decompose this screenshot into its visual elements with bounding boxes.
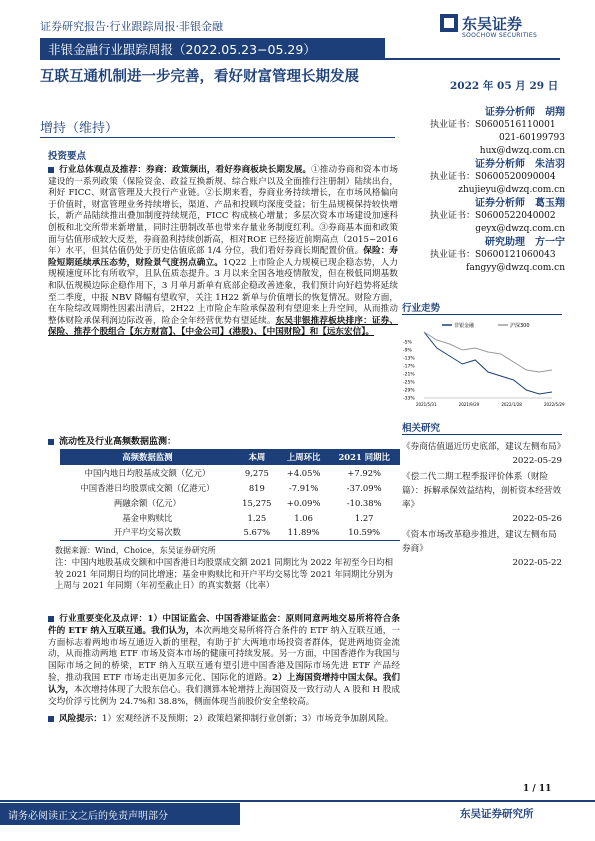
- analyst-cert: 执业证书：S0600522040002: [430, 211, 556, 221]
- footer-institute: 东吴证券研究所: [460, 808, 534, 820]
- table-header: 上周环比: [279, 449, 328, 465]
- x-tick-label: 2021/9/29: [458, 402, 480, 407]
- industry-changes: 行业重要变化及点评：1）中国证监会、中国香港证监会：原则同意两地交易所将符合条件的 ETF 纳入互联互通。我们认为，本次两地交易所将符合条件的 ETF 纳入互联互通，一方面标志着两地市场互通迈入新的里程，有助于扩大两地市场投资者群体，促进两地资金流动，从而推动两地 ETF 市场及资本市场的健康可持续发展。另一方面，中国香港作为我国与国际市场之间的桥梁，ETF 纳入互联互通有望引进中国香港及国际市场先进 ETF 产品经验，推动我国 ETF 市场走出更加多元化、国际化的道路。2）上海国资增持中国太保。我们认为，本次增持体现了大股东信心。我们测算本轮增持上海国资及一致行动人 A 股和 H 股成交均价浮亏比例为 24.7%和 38.8%，侧面体现当前股价安全垫较高。: [48, 614, 401, 707]
- analyst-email: geyx@dwzq.com.cn: [475, 224, 565, 234]
- x-tick-label: 2021/5/31: [416, 402, 437, 407]
- risk-warning: 风险提示：1）宏观经济不及预期；2）政策趋紧抑制行业创新；3）市场竞争加剧风险。: [48, 714, 400, 726]
- point-text: ①推动券商和资本市场建设的一系列政策（保险资金、政益互换新规、综合账户以及全面推行注册制）陆续出台，利好 FICC、财富管理及大投行产业链。②长期来看，券商业务持续增长，在市场风格偏向于价值时，财富管理业务持续增长，渠道、产品和投顾均深度受益；衍生品规模保持较快增长，新产品陆续推出叠加制度持续规范，FICC 构成核心增量；多层次资本市场建设加速科创板和北交所带来新增量，同时注册制改革也带来存量业务制度红利。③券商基本面和政策面与估值形成较大反差，券商盈利持续创新高，相对ROE 已经接近前期高点（2015~2016 年）水平，但其估值仍处于历史估值底部 1/4 分位，我们看好券商长期配置价值。: [48, 165, 398, 257]
- point-text: 1Q22 上市险企人力规模已现企稳态势，人力规模速度环比有所收窄，且队伍质态提升。3 月以来全国各地疫情散发，但在极低同期基数和队伍规模边际企稳作用下，3 月单月新单有底部企稳改善迹象，我们预计向好趋势将延续至二季度，中报 NBV 降幅有望收窄，关注 1H22 新单与价值增长的恢复情况。财险方面，在车险综改周期性因素出清后，2H22 上市险企车险承保盈利有望迎来上升空间，从而推动整体财险承保利润边际改善，险企全年经营优势有望延续。: [48, 257, 398, 326]
- point-bold: 保险：寿险短期延续承压态势，财险景气度拐点确立。: [48, 246, 398, 268]
- related-date: 2022-05-29: [512, 456, 562, 466]
- report-date: 2022 年 05 月 29 日: [450, 80, 559, 92]
- divider: [40, 137, 395, 138]
- report-banner: 非银金融行业跟踪周报（2022.05.23−05.29）: [40, 38, 385, 58]
- series-line-a: [424, 332, 552, 394]
- analyst-cert: 执业证书：S0600520090004: [430, 172, 556, 182]
- analyst-email: zhujieyu@dwzq.com.cn: [458, 185, 565, 195]
- y-tick-label: -5%: [403, 340, 412, 346]
- recommendation: 东吴非银推荐板块排序：证券、保险、推荐个股组合【东方财富】、【中金公司】(港股)、【中国财险】和【远东宏信】。: [48, 315, 398, 338]
- point-head: 行业总体观点及推荐：: [59, 165, 147, 175]
- analyst-list: [430, 106, 565, 275]
- table-row: 中国香港日均股票成交额（亿港元） 819 -7.91% -37.09%: [80, 482, 382, 493]
- analyst-name: 证券分析师 葛玉翔: [475, 198, 565, 209]
- bullet-icon: [48, 616, 54, 622]
- divider: [40, 58, 560, 60]
- related-item[interactable]: 《资本市场改革稳步推进，建议左侧布局券商》: [402, 530, 557, 554]
- data-table: [60, 449, 400, 541]
- logo-english: SOOCHOW SECURITIES: [462, 32, 538, 39]
- table-header: 高频数据监测: [60, 449, 235, 465]
- company-logo: [440, 14, 560, 44]
- bullet-icon: [48, 439, 54, 445]
- table-note: 注：中国内地股基成交额和中国香港日均股票成交额 2021 同期比为 2022 年初至今日均相较 2021 年同期日均的同比增速；基金申购赎比和开户平均交易比等 2021 年同期比分别为上周与 2021 年同期（年初至截止日）的真实数据（比率）: [55, 557, 394, 590]
- legend-label-b: 沪深300: [510, 323, 530, 329]
- y-tick-label: -29%: [403, 388, 415, 394]
- related-research: [402, 438, 566, 570]
- table-row: 基金申购赎比 1.25 1.06 1.27: [122, 512, 374, 523]
- related-item[interactable]: 《偿二代二期工程季报评价体系（财险篇）：拆解承保效益结构，剖析资本经营效率》: [402, 472, 561, 510]
- y-tick-label: -21%: [403, 372, 415, 378]
- related-date: 2022-05-26: [512, 514, 562, 524]
- y-tick-label: -25%: [403, 380, 415, 386]
- table-row: 中国内地日均股基成交额（亿元） 9,275 +4.05% +7.92%: [84, 467, 381, 478]
- data-source: 数据来源：Wind，Choice，东吴证券研究所: [55, 546, 216, 555]
- page-number: 1 / 11: [523, 784, 552, 794]
- rating: 增持（维持）: [40, 121, 119, 136]
- report-category: 证券研究报告·行业跟踪周报·非银金融: [40, 20, 223, 33]
- point-bold: 券商：政策频出，看好券商板块长期发展。: [146, 165, 312, 175]
- analyst-cert: 执业证书：S0600121060043: [430, 250, 556, 260]
- section-label: 投资要点: [48, 151, 87, 162]
- x-tick-label: 2022/1/28: [501, 402, 522, 407]
- related-item[interactable]: 《券商估值逼近历史底部，建议左侧布局》: [402, 442, 566, 452]
- y-tick-label: -13%: [403, 356, 415, 362]
- table-row: 两融余额（亿元） 15,275 +0.09% -10.38%: [113, 497, 382, 508]
- table-header: 本周: [235, 449, 279, 465]
- x-tick-label: 2022/5/29: [544, 402, 565, 407]
- disclaimer-note: 请务必阅读正文之后的免责声明部分: [0, 803, 240, 825]
- table-header: 2021 同期比: [328, 449, 400, 465]
- bullet-icon: [48, 716, 54, 722]
- investment-points: [48, 165, 398, 339]
- y-tick-label: -17%: [403, 364, 415, 370]
- y-tick-label: -9%: [403, 348, 412, 354]
- industry-trend-chart: [402, 318, 565, 413]
- analyst-email: hux@dwzq.com.cn: [479, 146, 565, 156]
- table-title: 流动性及行业高频数据监测：: [48, 434, 176, 447]
- divider: [402, 434, 562, 435]
- divider: [402, 314, 562, 315]
- logo-mark-icon: [440, 14, 458, 32]
- trend-heading: 行业走势: [402, 303, 441, 314]
- table-row: 开户平均交易次数 5.67% 11.89% 10.59%: [60, 525, 400, 540]
- analyst-name: 研究助理 方一宁: [485, 237, 565, 248]
- analyst-name: 证券分析师 胡翔: [485, 107, 565, 118]
- analyst-cert: 执业证书：S0600516110001: [430, 120, 556, 130]
- report-title: 互联互通机制进一步完善，看好财富管理长期发展: [40, 68, 359, 85]
- analyst-name: 证券分析师 朱洁羽: [475, 159, 565, 170]
- analyst-phone: 021-60199793: [498, 133, 565, 143]
- bullet-icon: [48, 167, 54, 173]
- related-date: 2022-05-22: [512, 558, 562, 568]
- divider: [0, 800, 595, 802]
- y-tick-label: -33%: [403, 396, 415, 402]
- analyst-email: fangyy@dwzq.com.cn: [466, 263, 565, 273]
- related-heading: 相关研究: [402, 423, 441, 434]
- legend-label-a: 非银金融: [454, 323, 475, 329]
- logo-name: 东吴证券: [462, 15, 523, 33]
